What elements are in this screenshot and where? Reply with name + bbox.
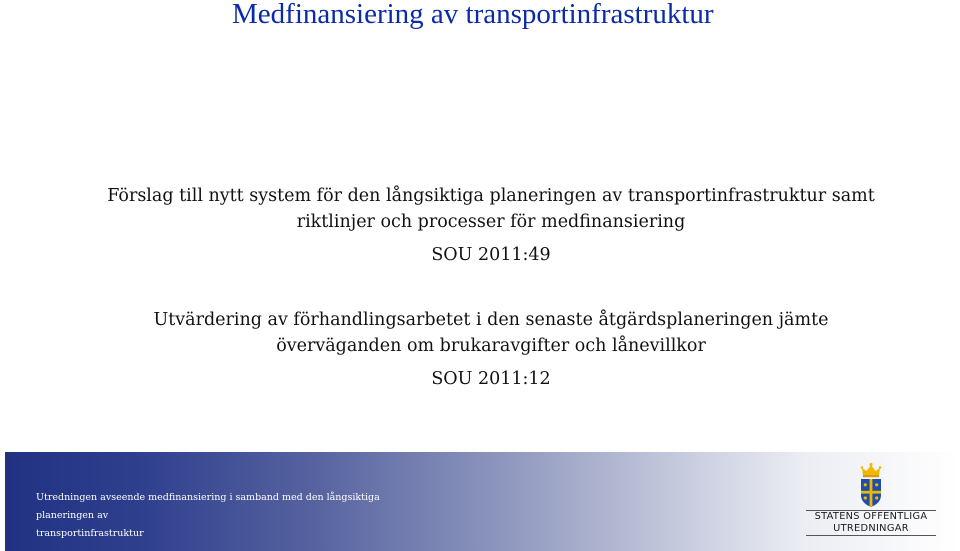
report-title-line: Utvärdering av förhandlingsarbetet i den senaste åtgärdsplaneringen jämte — [153, 310, 829, 330]
page-title: Medfinansiering av transportinfrastruktur — [232, 0, 714, 30]
report-title-line: Förslag till nytt system för den långsiktiga planeringen av transportinfrastruktur samt — [107, 186, 875, 206]
sou-logo — [806, 462, 936, 538]
logo-text-line: STATENS OFFENTLIGA — [814, 511, 928, 522]
logo-text — [806, 510, 936, 536]
logo-text-line: UTREDNINGAR — [833, 523, 909, 534]
report-title-line: överväganden om brukaravgifter och lånevillkor — [276, 336, 706, 356]
report-title-line: riktlinjer och processer för medfinansiering — [296, 212, 686, 232]
crest-icon — [858, 462, 884, 508]
report-reference: SOU 2011:49 — [431, 245, 551, 265]
footer-text-line: transportinfrastruktur — [36, 528, 144, 539]
logo-rule — [806, 535, 936, 536]
report-reference: SOU 2011:12 — [431, 369, 551, 389]
report-block-sou-2011-12 — [0, 307, 960, 392]
footer-text-line: Utredningen avseende medfinansiering i samband med den långsiktiga planeringen av — [36, 492, 380, 521]
footer-text — [36, 489, 396, 543]
report-block-sou-2011-49 — [0, 183, 960, 268]
